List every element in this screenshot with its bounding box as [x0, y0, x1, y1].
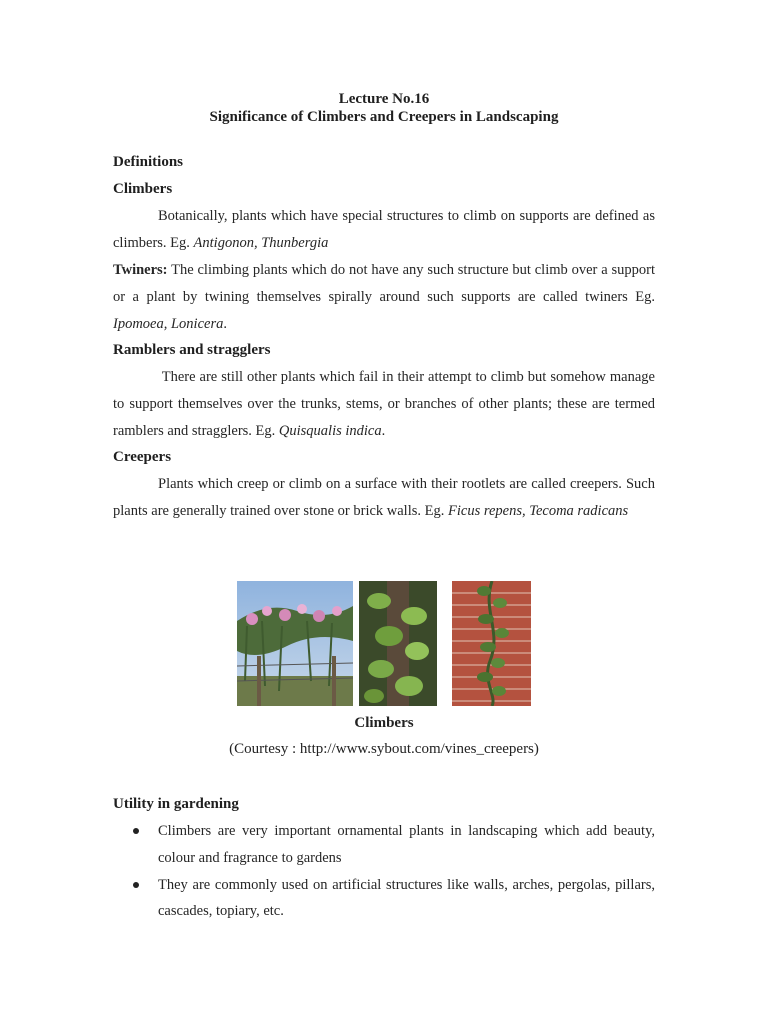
climbers-heading: Climbers — [113, 181, 173, 197]
creepers-text: Plants which creep or climb on a surface with their rootlets are called creepers. Such plants are generally trained over stone or brick walls. Eg. — [113, 476, 655, 519]
definitions-heading: Definitions — [113, 154, 184, 170]
brick-wall-creeper-image — [452, 581, 531, 706]
list-item — [113, 818, 655, 872]
ramblers-text: There are still other plants which fail in their attempt to climb but somehow manage to support themselves over the trunks, stems, or branches of other plants; these are termed ramblers and stragglers. Eg. — [113, 369, 655, 439]
twiners-end: . — [223, 315, 227, 332]
page-title: Significance of Climbers and Creepers in Landscaping — [209, 109, 559, 125]
twiners-paragraph — [113, 257, 655, 337]
utility-heading: Utility in gardening — [113, 796, 239, 812]
flowering-climber-image — [237, 581, 353, 706]
list-item-text: They are commonly used on artificial structures like walls, arches, pergolas, pillars, cascades, topiary, etc. — [158, 876, 655, 920]
bullet-icon — [133, 882, 139, 888]
lecture-number: Lecture No.16 — [338, 91, 430, 107]
climbers-text: Botanically, plants which have special structures to climb on supports are defined as climbers. Eg. — [113, 208, 655, 251]
climbers-paragraph — [113, 203, 655, 257]
ramblers-heading: Ramblers and stragglers — [113, 342, 271, 358]
leafy-climber-image — [359, 581, 437, 706]
bullet-icon — [133, 828, 139, 834]
twiners-text: The climbing plants which do not have any such structure but climb over a support or a plant by twining themselves spirally around such supports are called twiners Eg. — [113, 262, 655, 305]
list-item — [113, 872, 655, 926]
ramblers-paragraph — [113, 364, 655, 444]
twiners-examples: Ipomoea, Lonicera — [113, 315, 224, 332]
creepers-heading: Creepers — [113, 449, 172, 465]
figure-courtesy: (Courtesy : http://www.sybout.com/vines_creepers) — [229, 741, 539, 757]
creepers-paragraph — [113, 471, 655, 525]
climbers-examples: Antigonon, Thunbergia — [193, 234, 329, 251]
ramblers-end: . — [381, 422, 386, 439]
creepers-examples: Ficus repens, Tecoma radicans — [448, 502, 629, 519]
twiners-label: Twiners: — [113, 262, 168, 278]
utility-list — [113, 818, 655, 925]
list-item-text: Climbers are very important ornamental plants in landscaping which add beauty, colour and fragrance to gardens — [158, 823, 655, 866]
ramblers-examples: Quisqualis indica — [278, 422, 382, 439]
figure-caption: Climbers — [354, 715, 414, 731]
